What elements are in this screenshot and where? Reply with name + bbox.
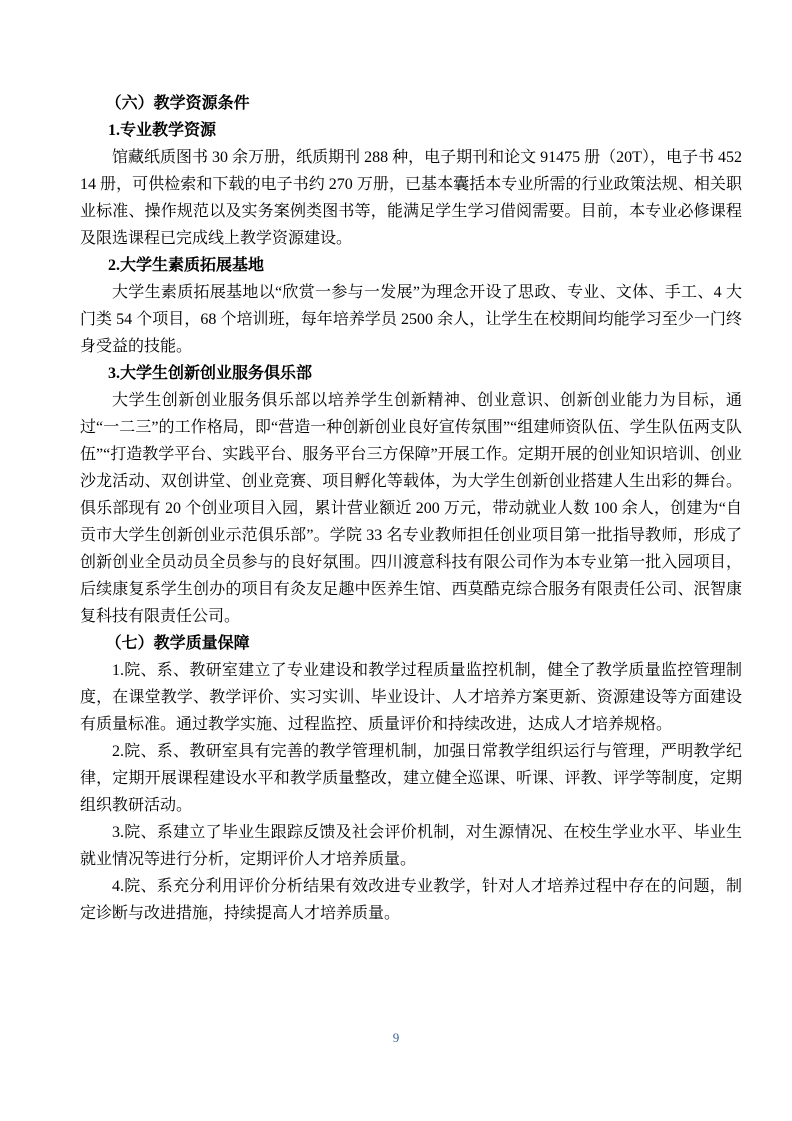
paragraph-quality-assurance-1: 1.院、系、教研室建立了专业建设和教学过程质量监控机制，健全了教学质量监控管理制度，在课堂教学、教学评价、实习实训、毕业设计、人才培养方案更新、资源建设等方面建设有质量标准。通过教学实施、过程监控、质量评价和持续改进，达成人才培养规格。 — [80, 662, 742, 733]
document-body — [80, 90, 742, 927]
subheading-innovation-entrepreneurship-club: 3.大学生创新创业服务俱乐部 — [108, 365, 313, 382]
heading-section-six-teaching-resource-conditions: （六）教学资源条件 — [105, 95, 250, 112]
paragraph-quality-assurance-3: 3.院、系建立了毕业生跟踪反馈及社会评价机制，对生源情况、在校生学业水平、毕业生就业情况等进行分析，定期评价人才培养质量。 — [80, 824, 742, 868]
paragraph-library-resources: 馆藏纸质图书 30 余万册，纸质期刊 288 种，电子期刊和论文 91475 册（20T），电子书 45214 册，可供检索和下载的电子书约 270 万册，已基本囊括本专业所需的行业政策法规、相关职业标准、操作规范以及实务案例类图书等，能满足学生学习借阅需要。目前，本专业必修课程及限选课程已完成线上教学资源建设。 — [80, 149, 742, 247]
page-footer — [0, 1028, 792, 1048]
subheading-professional-teaching-resources: 1.专业教学资源 — [108, 122, 217, 139]
paragraph-quality-development-base: 大学生素质拓展基地以“欣赏一参与一发展”为理念开设了思政、专业、文体、手工、4 大门类 54 个项目，68 个培训班，每年培养学员 2500 余人，让学生在校期间均能学习至少一门终身受益的技能。 — [80, 284, 742, 355]
paragraph-quality-assurance-4: 4.院、系充分利用评价分析结果有效改进专业教学，针对人才培养过程中存在的问题，制定诊断与改进措施，持续提高人才培养质量。 — [80, 878, 742, 922]
page-number: 9 — [392, 1030, 400, 1045]
subheading-quality-development-base: 2.大学生素质拓展基地 — [108, 257, 265, 274]
heading-section-seven-teaching-quality-assurance: （七）教学质量保障 — [105, 635, 250, 652]
paragraph-quality-assurance-2: 2.院、系、教研室具有完善的教学管理机制，加强日常教学组织运行与管理，严明教学纪律，定期开展课程建设水平和教学质量整改，建立健全巡课、听课、评教、评学等制度，定期组织教研活动。 — [80, 743, 742, 814]
paragraph-innovation-entrepreneurship-club: 大学生创新创业服务俱乐部以培养学生创新精神、创业意识、创新创业能力为目标，通过“一二三”的工作格局，即“营造一种创新创业良好宣传氛围”“组建师资队伍、学生队伍两支队伍”“打造教学平台、实践平台、服务平台三方保障”开展工作。定期开展的创业知识培训、创业沙龙活动、双创讲堂、创业竞赛、项目孵化等载体，为大学生创新创业搭建人生出彩的舞台。俱乐部现有 20 个创业项目入园，累计营业额近 200 万元，带动就业人数 100 余人，创建为“自贡市大学生创新创业示范俱乐部”。学院 33 名专业教师担任创业项目第一批指导教师，形成了创新创业全员动员全员参与的良好氛围。四川渡意科技有限公司作为本专业第一批入园项目，后续康复系学生创办的项目有灸友足趣中医养生馆、西莫酷克综合服务有限责任公司、泯智康复科技有限责任公司。 — [80, 392, 742, 625]
